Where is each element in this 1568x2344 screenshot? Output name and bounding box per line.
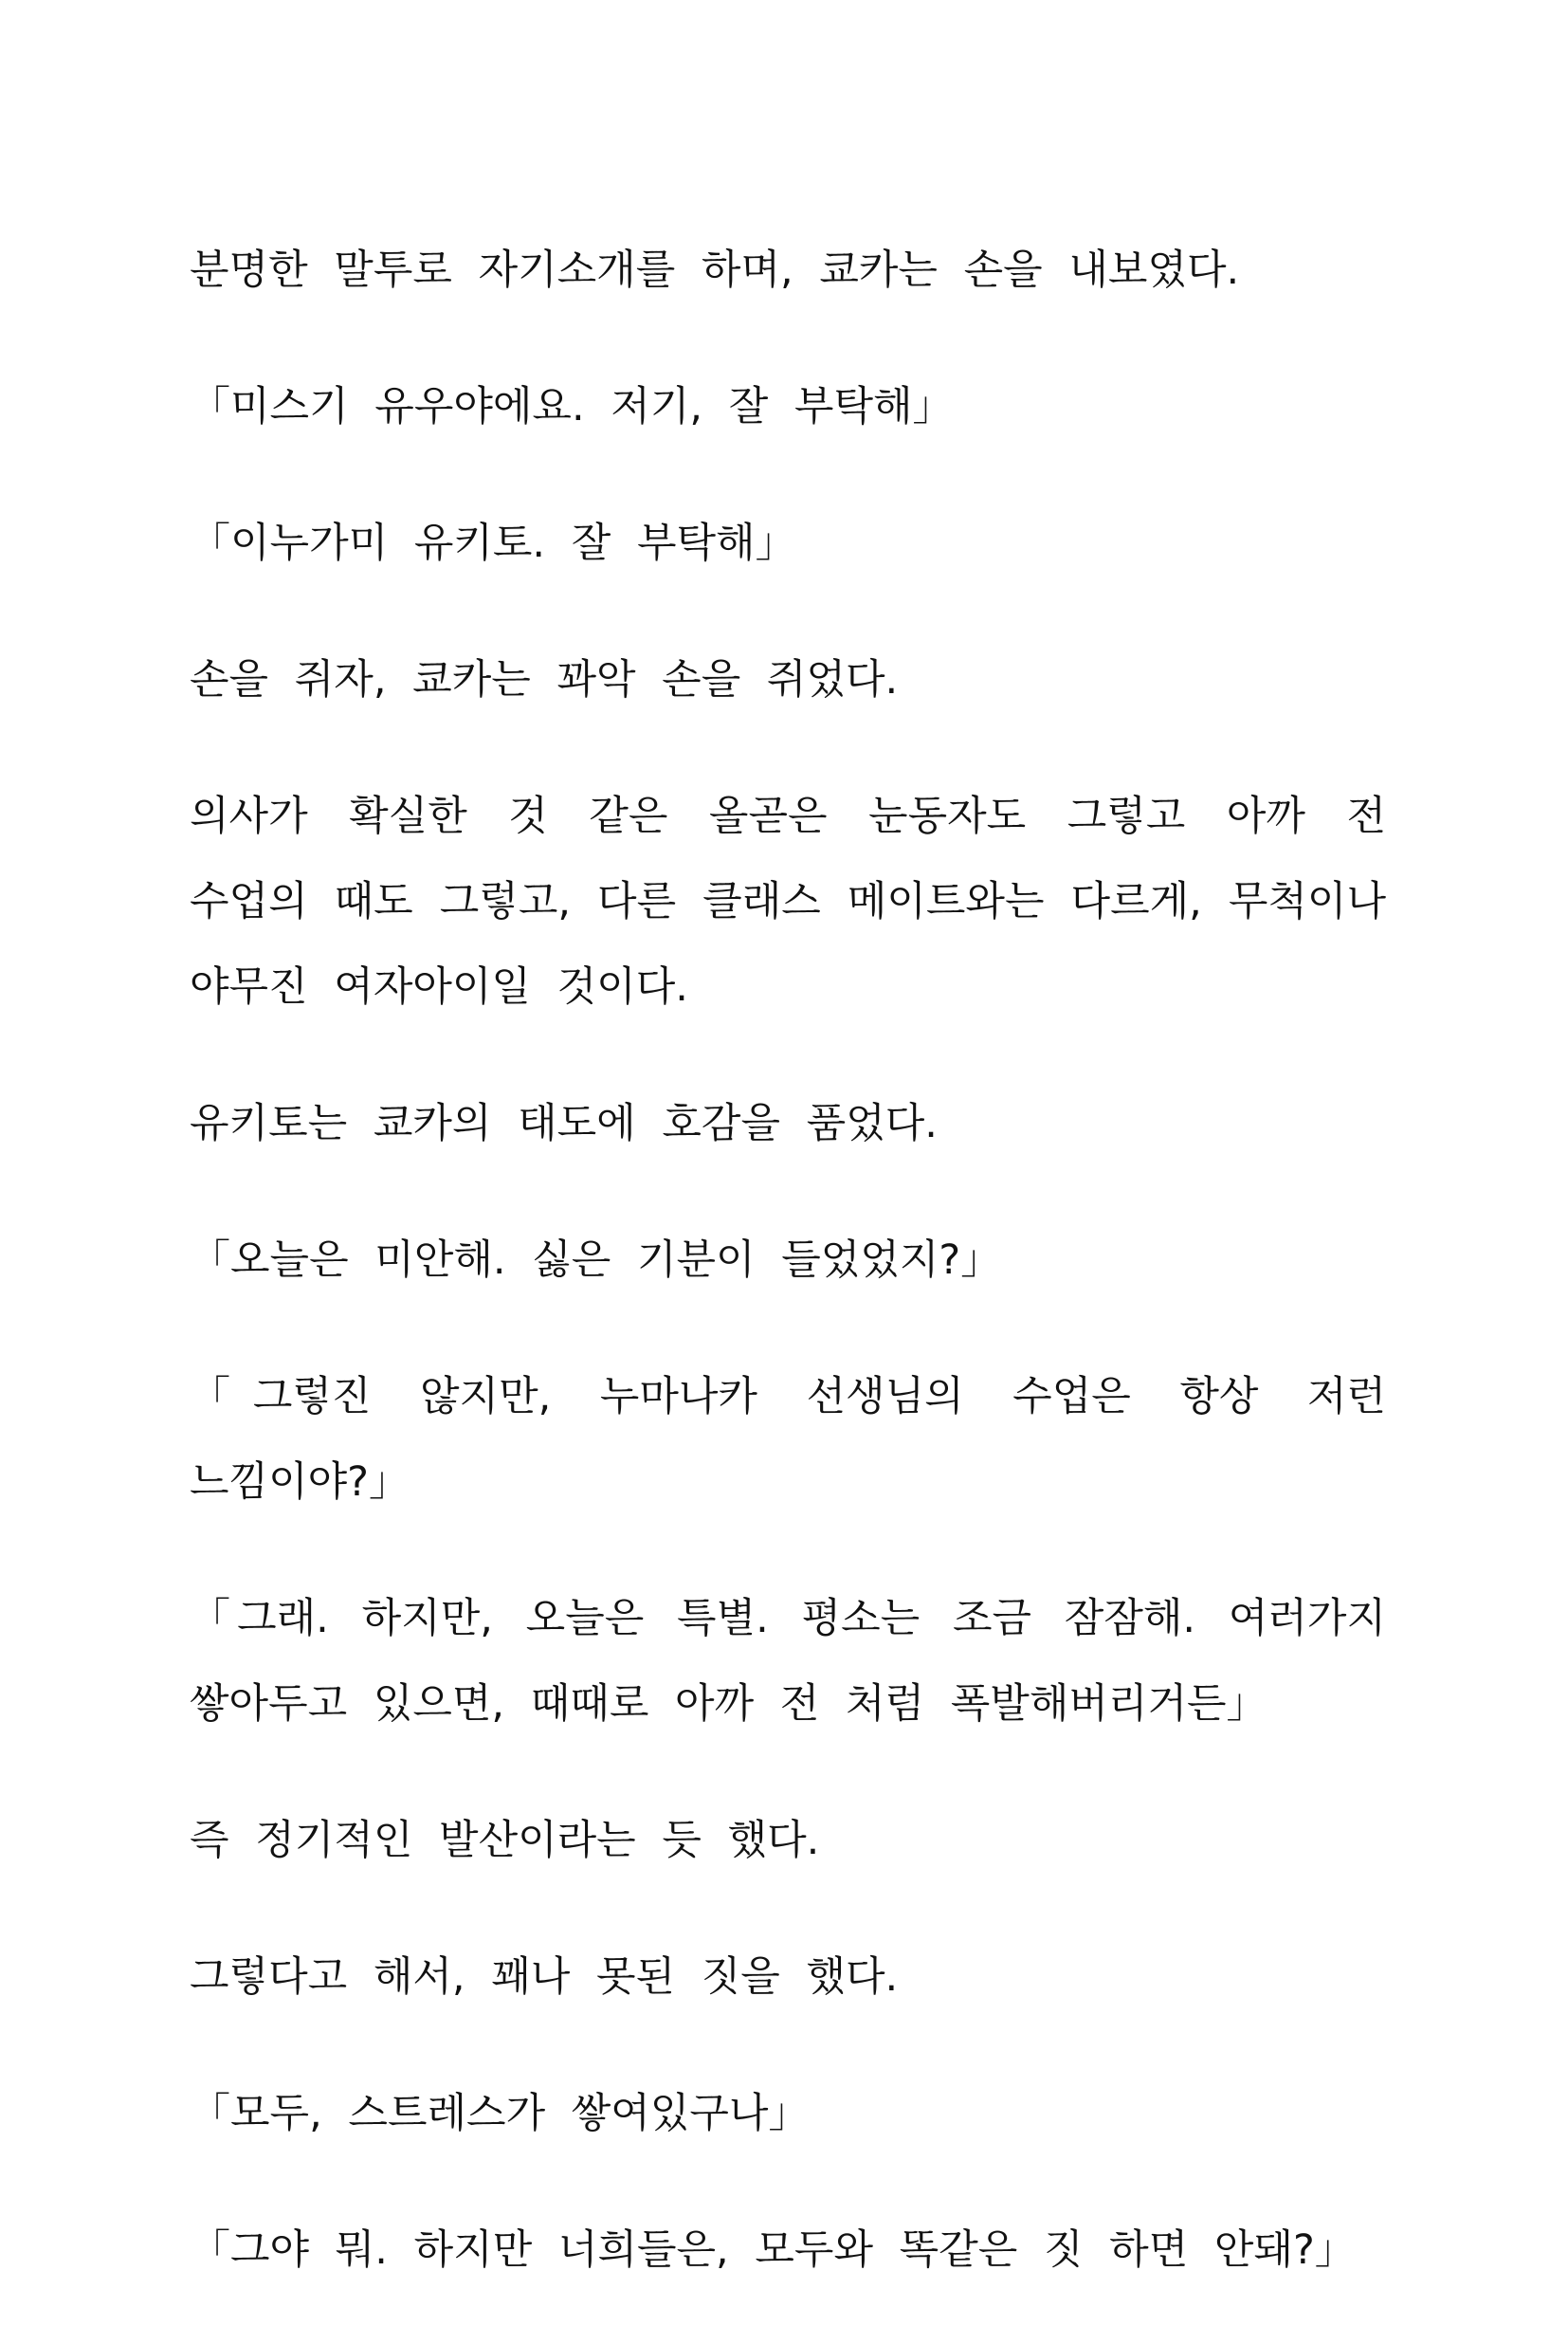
paragraph-7: 「오늘은 미안해. 싫은 기분이 들었었지?」 (190, 1236, 1002, 1284)
document-page (190, 228, 1386, 2344)
paragraph-1: 분명한 말투로 자기소개를 하며, 쿄카는 손을 내보였다. (190, 247, 1240, 294)
paragraph-13: 「그야 뭐. 하지만 너희들은, 모두와 똑같은 짓 하면 안돼?」 (190, 2226, 1356, 2274)
paragraph-5: 의사가 확실한 것 같은 올곧은 눈동자도 그렇고 아까 전 수업의 때도 그렇고, 다른 클래스 메이트와는 다르게, 무척이나 야무진 여자아이일 것이다. (190, 793, 1386, 1011)
paragraph-6: 유키토는 쿄카의 태도에 호감을 품었다. (190, 1100, 938, 1147)
paragraph-4: 손을 쥐자, 쿄카는 꽈악 손을 쥐었다. (190, 656, 899, 704)
paragraph-3: 「이누가미 유키토. 잘 부탁해」 (190, 520, 796, 567)
paragraph-2: 「미스기 유우야에요. 저기, 잘 부탁해」 (190, 383, 954, 430)
paragraph-9: 「그래. 하지만, 오늘은 특별. 평소는 조금 잠잠해. 여러가지 쌓아두고 있으면, 때때로 아까 전 처럼 폭발해버리거든」 (190, 1595, 1386, 1728)
paragraph-12: 「모두, 스트레스가 쌓여있구나」 (190, 2090, 810, 2137)
paragraph-11: 그렇다고 해서, 꽤나 못된 짓을 했다. (190, 1953, 899, 2001)
paragraph-10: 즉 정기적인 발산이라는 듯 했다. (190, 1817, 820, 1864)
paragraph-8: 「그렇진 않지만, 누마나카 선생님의 수업은 항상 저런 느낌이야?」 (190, 1373, 1386, 1506)
